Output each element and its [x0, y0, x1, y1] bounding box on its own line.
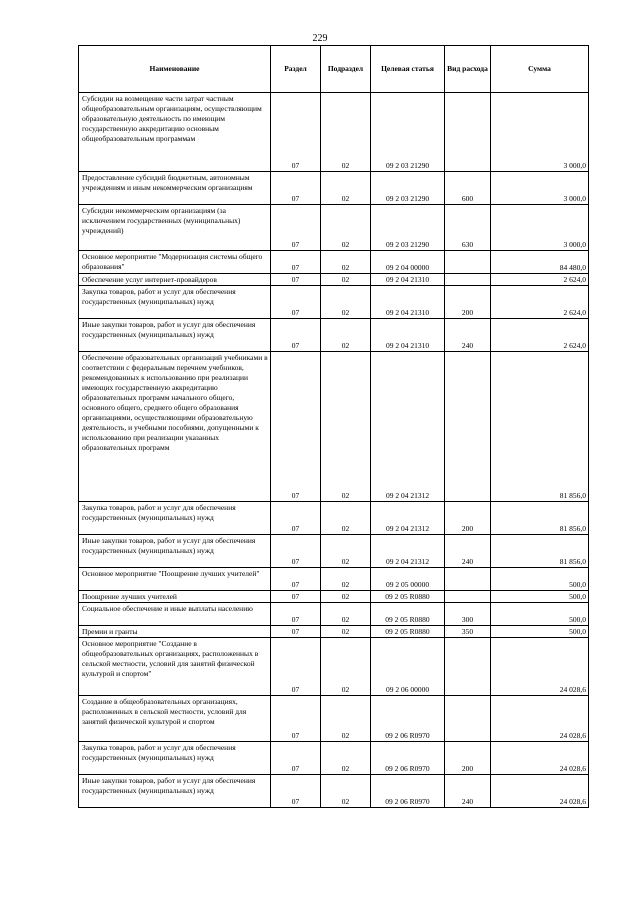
row-section: 07	[271, 319, 321, 352]
row-expense-type	[445, 93, 491, 172]
row-name: Предоставление субсидий бюджетным, автономным учреждениям и иным некоммерческим организациям	[79, 172, 271, 205]
row-subsection: 02	[321, 286, 371, 319]
row-section: 07	[271, 775, 321, 808]
header-sum: Сумма	[491, 46, 589, 93]
row-subsection: 02	[321, 205, 371, 251]
header-expense-type: Вид расхода	[445, 46, 491, 93]
row-target: 09 2 04 21310	[371, 274, 445, 286]
row-sum: 3 000,0	[491, 172, 589, 205]
page-number: 229	[312, 33, 328, 44]
row-name: Иные закупки товаров, работ и услуг для обеспечения государственных (муниципальных) нужд	[79, 319, 271, 352]
row-expense-type	[445, 591, 491, 603]
row-sum: 81 856,0	[491, 502, 589, 535]
row-target: 09 2 06 R0970	[371, 742, 445, 775]
row-expense-type	[445, 638, 491, 696]
header-section: Раздел	[271, 46, 321, 93]
row-section: 07	[271, 502, 321, 535]
row-section: 07	[271, 286, 321, 319]
row-section: 07	[271, 742, 321, 775]
table-row	[79, 775, 589, 808]
row-name: Создание в общеобразовательных организациях, расположенных в сельской местности, условий для занятий физической культурой и спортом	[79, 696, 271, 742]
row-target: 09 2 06 00000	[371, 638, 445, 696]
row-target: 09 2 06 R0970	[371, 696, 445, 742]
row-sum: 3 000,0	[491, 205, 589, 251]
row-subsection: 02	[321, 352, 371, 502]
row-subsection: 02	[321, 93, 371, 172]
row-subsection: 02	[321, 172, 371, 205]
table-row	[79, 502, 589, 535]
row-target: 09 2 06 R0970	[371, 775, 445, 808]
row-name: Обеспечение услуг интернет-провайдеров	[79, 274, 271, 286]
row-expense-type	[445, 251, 491, 274]
row-expense-type	[445, 696, 491, 742]
row-section: 07	[271, 626, 321, 638]
row-name: Иные закупки товаров, работ и услуг для обеспечения государственных (муниципальных) нужд	[79, 535, 271, 568]
row-target: 09 2 04 21312	[371, 352, 445, 502]
row-sum: 81 856,0	[491, 535, 589, 568]
row-section: 07	[271, 352, 321, 502]
row-subsection: 02	[321, 535, 371, 568]
row-subsection: 02	[321, 319, 371, 352]
table-row	[79, 535, 589, 568]
row-target: 09 2 04 00000	[371, 251, 445, 274]
row-name: Субсидии на возмещение части затрат частным общеобразовательным организациям, осуществляющим образовательную деятельность по имеющим государственную аккредитацию основным общеобразовательным программам	[79, 93, 271, 172]
row-expense-type: 240	[445, 775, 491, 808]
row-subsection: 02	[321, 274, 371, 286]
row-sum: 3 000,0	[491, 93, 589, 172]
row-name: Закупка товаров, работ и услуг для обеспечения государственных (муниципальных) нужд	[79, 742, 271, 775]
table-row	[79, 205, 589, 251]
table-row	[79, 319, 589, 352]
row-sum: 24 028,6	[491, 638, 589, 696]
row-name: Социальное обеспечение и иные выплаты населению	[79, 603, 271, 626]
row-target: 09 2 05 R0880	[371, 591, 445, 603]
row-subsection: 02	[321, 502, 371, 535]
table-row	[79, 172, 589, 205]
budget-table	[78, 45, 589, 808]
row-section: 07	[271, 603, 321, 626]
row-sum: 24 028,6	[491, 775, 589, 808]
table-header-row	[79, 46, 589, 93]
table-row	[79, 274, 589, 286]
row-expense-type: 300	[445, 603, 491, 626]
table-row	[79, 742, 589, 775]
table-row	[79, 591, 589, 603]
row-expense-type: 200	[445, 742, 491, 775]
row-target: 09 2 03 21290	[371, 93, 445, 172]
row-expense-type	[445, 352, 491, 502]
header-name: Наименование	[79, 46, 271, 93]
row-sum: 81 856,0	[491, 352, 589, 502]
row-section: 07	[271, 172, 321, 205]
row-name: Обеспечение образовательных организаций учебниками в соответствии с федеральным перечнем учебников, рекомендованных к использованию при реализации имеющих государственную аккредитацию образовательных программ начального общего, основного общего, среднего общего образования организациями, осуществляющими образовательную деятельность, и учебными пособиями, допущенными к использованию при реализации указанных образовательных программ	[79, 352, 271, 502]
row-section: 07	[271, 535, 321, 568]
row-target: 09 2 05 R0880	[371, 603, 445, 626]
table-row	[79, 638, 589, 696]
row-subsection: 02	[321, 251, 371, 274]
table-row	[79, 603, 589, 626]
row-name: Премии и гранты	[79, 626, 271, 638]
row-expense-type: 200	[445, 502, 491, 535]
table-row	[79, 93, 589, 172]
row-name: Закупка товаров, работ и услуг для обеспечения государственных (муниципальных) нужд	[79, 286, 271, 319]
row-target: 09 2 03 21290	[371, 205, 445, 251]
row-section: 07	[271, 568, 321, 591]
row-name: Закупка товаров, работ и услуг для обеспечения государственных (муниципальных) нужд	[79, 502, 271, 535]
row-subsection: 02	[321, 591, 371, 603]
row-section: 07	[271, 591, 321, 603]
row-sum: 2 624,0	[491, 274, 589, 286]
row-sum: 500,0	[491, 568, 589, 591]
header-subsection: Подраздел	[321, 46, 371, 93]
row-name: Поощрение лучших учителей	[79, 591, 271, 603]
row-sum: 24 028,6	[491, 696, 589, 742]
row-sum: 500,0	[491, 626, 589, 638]
row-sum: 24 028,6	[491, 742, 589, 775]
row-target: 09 2 03 21290	[371, 172, 445, 205]
row-subsection: 02	[321, 626, 371, 638]
row-name: Основное мероприятие "Создание в общеобразовательных организациях, расположенных в сельской местности, условий для занятий физической культурой и спортом"	[79, 638, 271, 696]
row-target: 09 2 04 21310	[371, 286, 445, 319]
table-row	[79, 568, 589, 591]
row-sum: 2 624,0	[491, 319, 589, 352]
row-name: Основное мероприятие "Поощрение лучших учителей"	[79, 568, 271, 591]
row-sum: 84 480,0	[491, 251, 589, 274]
table-row	[79, 626, 589, 638]
row-expense-type: 200	[445, 286, 491, 319]
row-expense-type	[445, 568, 491, 591]
table-row	[79, 352, 589, 502]
row-name: Основное мероприятие "Модернизация системы общего образования"	[79, 251, 271, 274]
row-subsection: 02	[321, 603, 371, 626]
row-name: Иные закупки товаров, работ и услуг для обеспечения государственных (муниципальных) нужд	[79, 775, 271, 808]
row-subsection: 02	[321, 742, 371, 775]
row-section: 07	[271, 696, 321, 742]
row-subsection: 02	[321, 696, 371, 742]
row-expense-type	[445, 274, 491, 286]
row-sum: 500,0	[491, 603, 589, 626]
row-subsection: 02	[321, 775, 371, 808]
row-target: 09 2 04 21312	[371, 502, 445, 535]
row-subsection: 02	[321, 568, 371, 591]
row-expense-type: 600	[445, 172, 491, 205]
row-expense-type: 350	[445, 626, 491, 638]
row-subsection: 02	[321, 638, 371, 696]
row-target: 09 2 04 21312	[371, 535, 445, 568]
row-section: 07	[271, 205, 321, 251]
row-sum: 500,0	[491, 591, 589, 603]
header-target: Целевая статья	[371, 46, 445, 93]
row-expense-type: 630	[445, 205, 491, 251]
table-row	[79, 286, 589, 319]
row-sum: 2 624,0	[491, 286, 589, 319]
row-target: 09 2 04 21310	[371, 319, 445, 352]
table-row	[79, 251, 589, 274]
row-section: 07	[271, 93, 321, 172]
row-expense-type: 240	[445, 319, 491, 352]
row-target: 09 2 05 R0880	[371, 626, 445, 638]
row-name: Субсидии некоммерческим организациям (за исключением государственных (муниципальных) учреждений)	[79, 205, 271, 251]
row-target: 09 2 05 00000	[371, 568, 445, 591]
table-row	[79, 696, 589, 742]
row-expense-type: 240	[445, 535, 491, 568]
row-section: 07	[271, 251, 321, 274]
row-section: 07	[271, 638, 321, 696]
row-section: 07	[271, 274, 321, 286]
